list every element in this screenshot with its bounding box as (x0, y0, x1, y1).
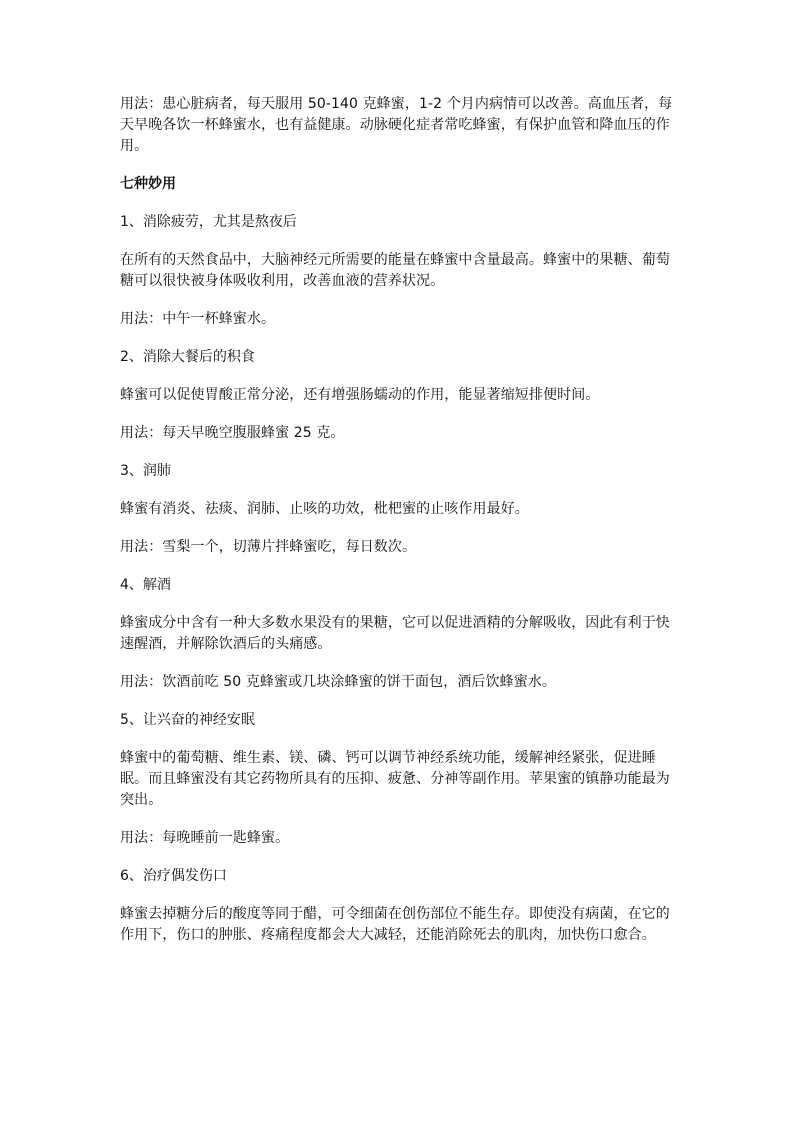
item-6-body: 蜂蜜去掉糖分后的酸度等同于醋，可令细菌在创伤部位不能生存。即使没有病菌，在它的作用下，伤口的肿胀、疼痛程度都会大大减轻，还能消除死去的肌肉，加快伤口愈合。 (120, 906, 670, 943)
item-6-title: 6、治疗偶发伤口 (120, 868, 227, 884)
item-2-title: 2、消除大餐后的积食 (120, 349, 255, 365)
item-3-usage: 用法：雪梨一个，切薄片拌蜂蜜吃，每日数次。 (120, 539, 417, 555)
document-page (120, 94, 682, 963)
item-1-usage: 用法：中午一杯蜂蜜水。 (120, 311, 276, 327)
item-3-title: 3、润肺 (120, 463, 171, 479)
item-3-body: 蜂蜜有消炎、祛痰、润肺、止咳的功效，枇杷蜜的止咳作用最好。 (120, 501, 529, 517)
item-5-body: 蜂蜜中的葡萄糖、维生素、镁、磷、钙可以调节神经系统功能，缓解神经紧张，促进睡眠。而且蜂蜜没有其它药物所具有的压抑、疲惫、分神等副作用。苹果蜜的镇静功能最为突出。 (120, 750, 670, 808)
item-5-title: 5、让兴奋的神经安眠 (120, 712, 255, 728)
intro-usage-paragraph: 用法：患心脏病者，每天服用 50-140 克蜂蜜，1-2 个月内病情可以改善。高血压者，每天早晚各饮一杯蜂蜜水，也有益健康。动脉硬化症者常吃蜂蜜，有保护血管和降血压的作用。 (120, 96, 673, 154)
item-4-body: 蜂蜜成分中含有一种大多数水果没有的果糖，它可以促进酒精的分解吸收，因此有利于快速醒酒，并解除饮酒后的头痛感。 (120, 615, 670, 652)
item-1-title: 1、消除疲劳，尤其是熬夜后 (120, 214, 297, 230)
item-5-usage: 用法：每晚睡前一匙蜂蜜。 (120, 830, 290, 846)
item-2-usage: 用法：每天早晚空腹服蜂蜜 25 克。 (120, 425, 345, 441)
section-title: 七种妙用 (120, 176, 176, 192)
item-4-title: 4、解酒 (120, 577, 171, 593)
item-1-body: 在所有的天然食品中，大脑神经元所需要的能量在蜂蜜中含量最高。蜂蜜中的果糖、葡萄糖可以很快被身体吸收利用，改善血液的营养状况。 (120, 252, 670, 289)
item-2-body: 蜂蜜可以促使胃酸正常分泌，还有增强肠蠕动的作用，能显著缩短排便时间。 (120, 387, 600, 403)
item-4-usage: 用法：饮酒前吃 50 克蜂蜜或几块涂蜂蜜的饼干面包，酒后饮蜂蜜水。 (120, 674, 557, 690)
